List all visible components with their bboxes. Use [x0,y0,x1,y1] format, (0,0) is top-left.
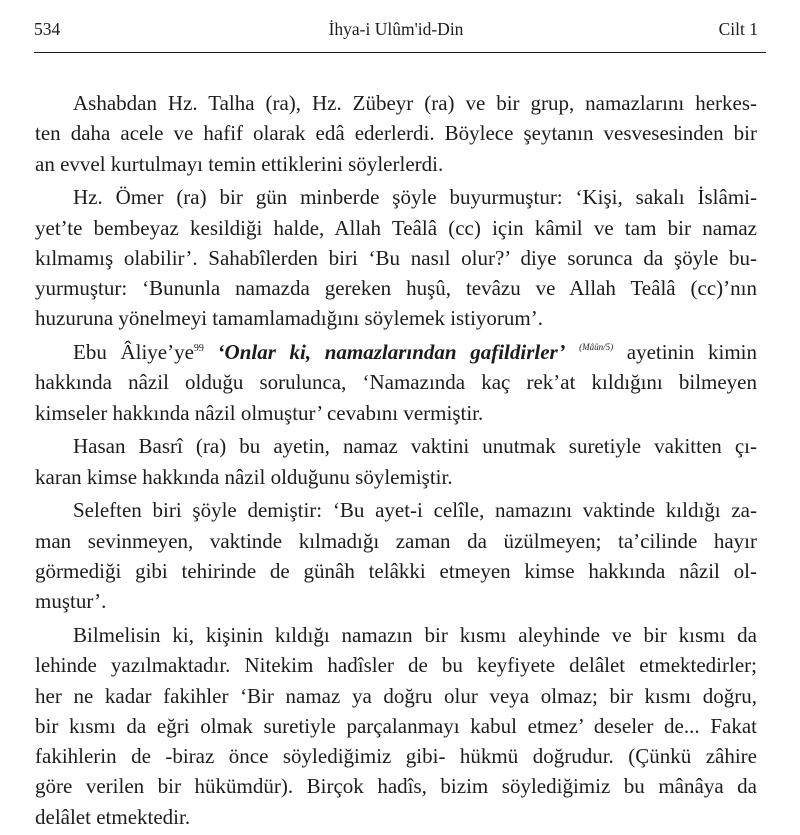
verse-reference: (Mâûn/5) [579,342,614,353]
text-line: huzuruna yönelmeyi tamamlamadığını söylemek istiyorum’. [35,306,543,331]
paragraph [35,88,757,179]
text-line: göre verilen bir hükümdür). Birçok hadîs, bizim söylediğimiz bu mânâya da [35,774,757,799]
text-line: bir kısmı da eğri olmak suretiyle parçalanmayı kabul etmez’ deseler de... Fakat [35,713,757,738]
text-line: man sevinmeyen, vaktinde kılmadığı zaman da üzülmeyen; ta’cilinde hayır [35,528,757,553]
text-line: yet’te bembeyaz kesildiği halde, Allah Teâlâ (cc) için kâmil ve tam bir namaz [35,215,757,240]
text-line: an evvel kurtulmayı temin ettiklerini söylerlerdi. [35,151,444,176]
text-line-with-quote [35,337,757,367]
line-lead: Ebu Âliye’ye [73,340,194,365]
text-line: her ne kadar fakihler ‘Bir namaz ya doğru olur veya olmaz; bir kısmı doğru, [35,683,757,708]
text-line: delâlet etmektedir. [35,804,191,829]
paragraph [35,182,757,333]
text-line: kılmamış olabilir’. Sahabîlerden biri ‘Bu nasıl olur?’ diye sorunca da şöyle bu- [35,245,757,270]
body-text [35,88,757,835]
paragraph [35,431,757,492]
page-header [34,14,758,44]
page-number: 534 [34,19,61,39]
text-line: Hz. Ömer (ra) bir gün minberde şöyle buyurmuştur: ‘Kişi, sakalı İslâmi- [73,185,757,210]
line-tail: ayetinin kimin [613,340,758,365]
text-line: muştur’. [35,589,107,614]
book-title: İhya-i Ulûm'id-Din [328,19,464,39]
paragraph [35,495,757,616]
text-line: yurmuştur: ‘Bununla namazda gereken huşû, tevâzu ve Allah Teâlâ (cc)’nın [35,276,757,301]
text-line: Seleften biri şöyle demiştir: ‘Bu ayet-i celîle, namazını vaktinde kıldığı za- [73,498,757,523]
text-line: hakkında nâzil olduğu sorulunca, ‘Namazında kaç rek’at kıldığını bilmeyen [35,370,757,395]
header-divider [34,52,766,53]
volume-label: Cilt 1 [718,19,758,39]
text-line: kimseler hakkında nâzil olmuştur’ cevabını vermiştir. [35,400,484,425]
text-line: Bilmelisin ki, kişinin kıldığı namazın bir kısmı aleyhinde ve bir kısmı da [73,623,757,647]
paragraph [35,620,757,832]
text-line: lehinde yazılmaktadır. Nitekim hadîsler de bu keyfiyete delâlet etmektedirler; [35,653,757,678]
paragraph [35,337,757,428]
text-line: ten daha acele ve hafif olarak edâ ederlerdi. Böylece şeytanın vesvesesinden bir [35,121,757,146]
text-line: fakihlerin de -biraz önce söylediğimiz gibi- hükmü doğrudur. (Çünkü zâhire [35,744,757,769]
text-line: karan kimse hakkında nâzil olduğunu söylemiştir. [35,464,453,489]
footnote-marker: 99 [193,343,204,355]
text-line: Ashabdan Hz. Talha (ra), Hz. Zübeyr (ra) ve bir grup, namazlarını herkes- [73,91,757,115]
text-line: görmediği gibi tehirinde de günâh telâkki etmeyen kimse hakkında nâzil ol- [35,559,757,584]
text-line: Hasan Basrî (ra) bu ayetin, namaz vaktini unutmak suretiyle vakitten çı- [73,434,757,459]
verse-quote: ‘Onlar ki, namazlarından gafildirler’ [217,340,566,365]
